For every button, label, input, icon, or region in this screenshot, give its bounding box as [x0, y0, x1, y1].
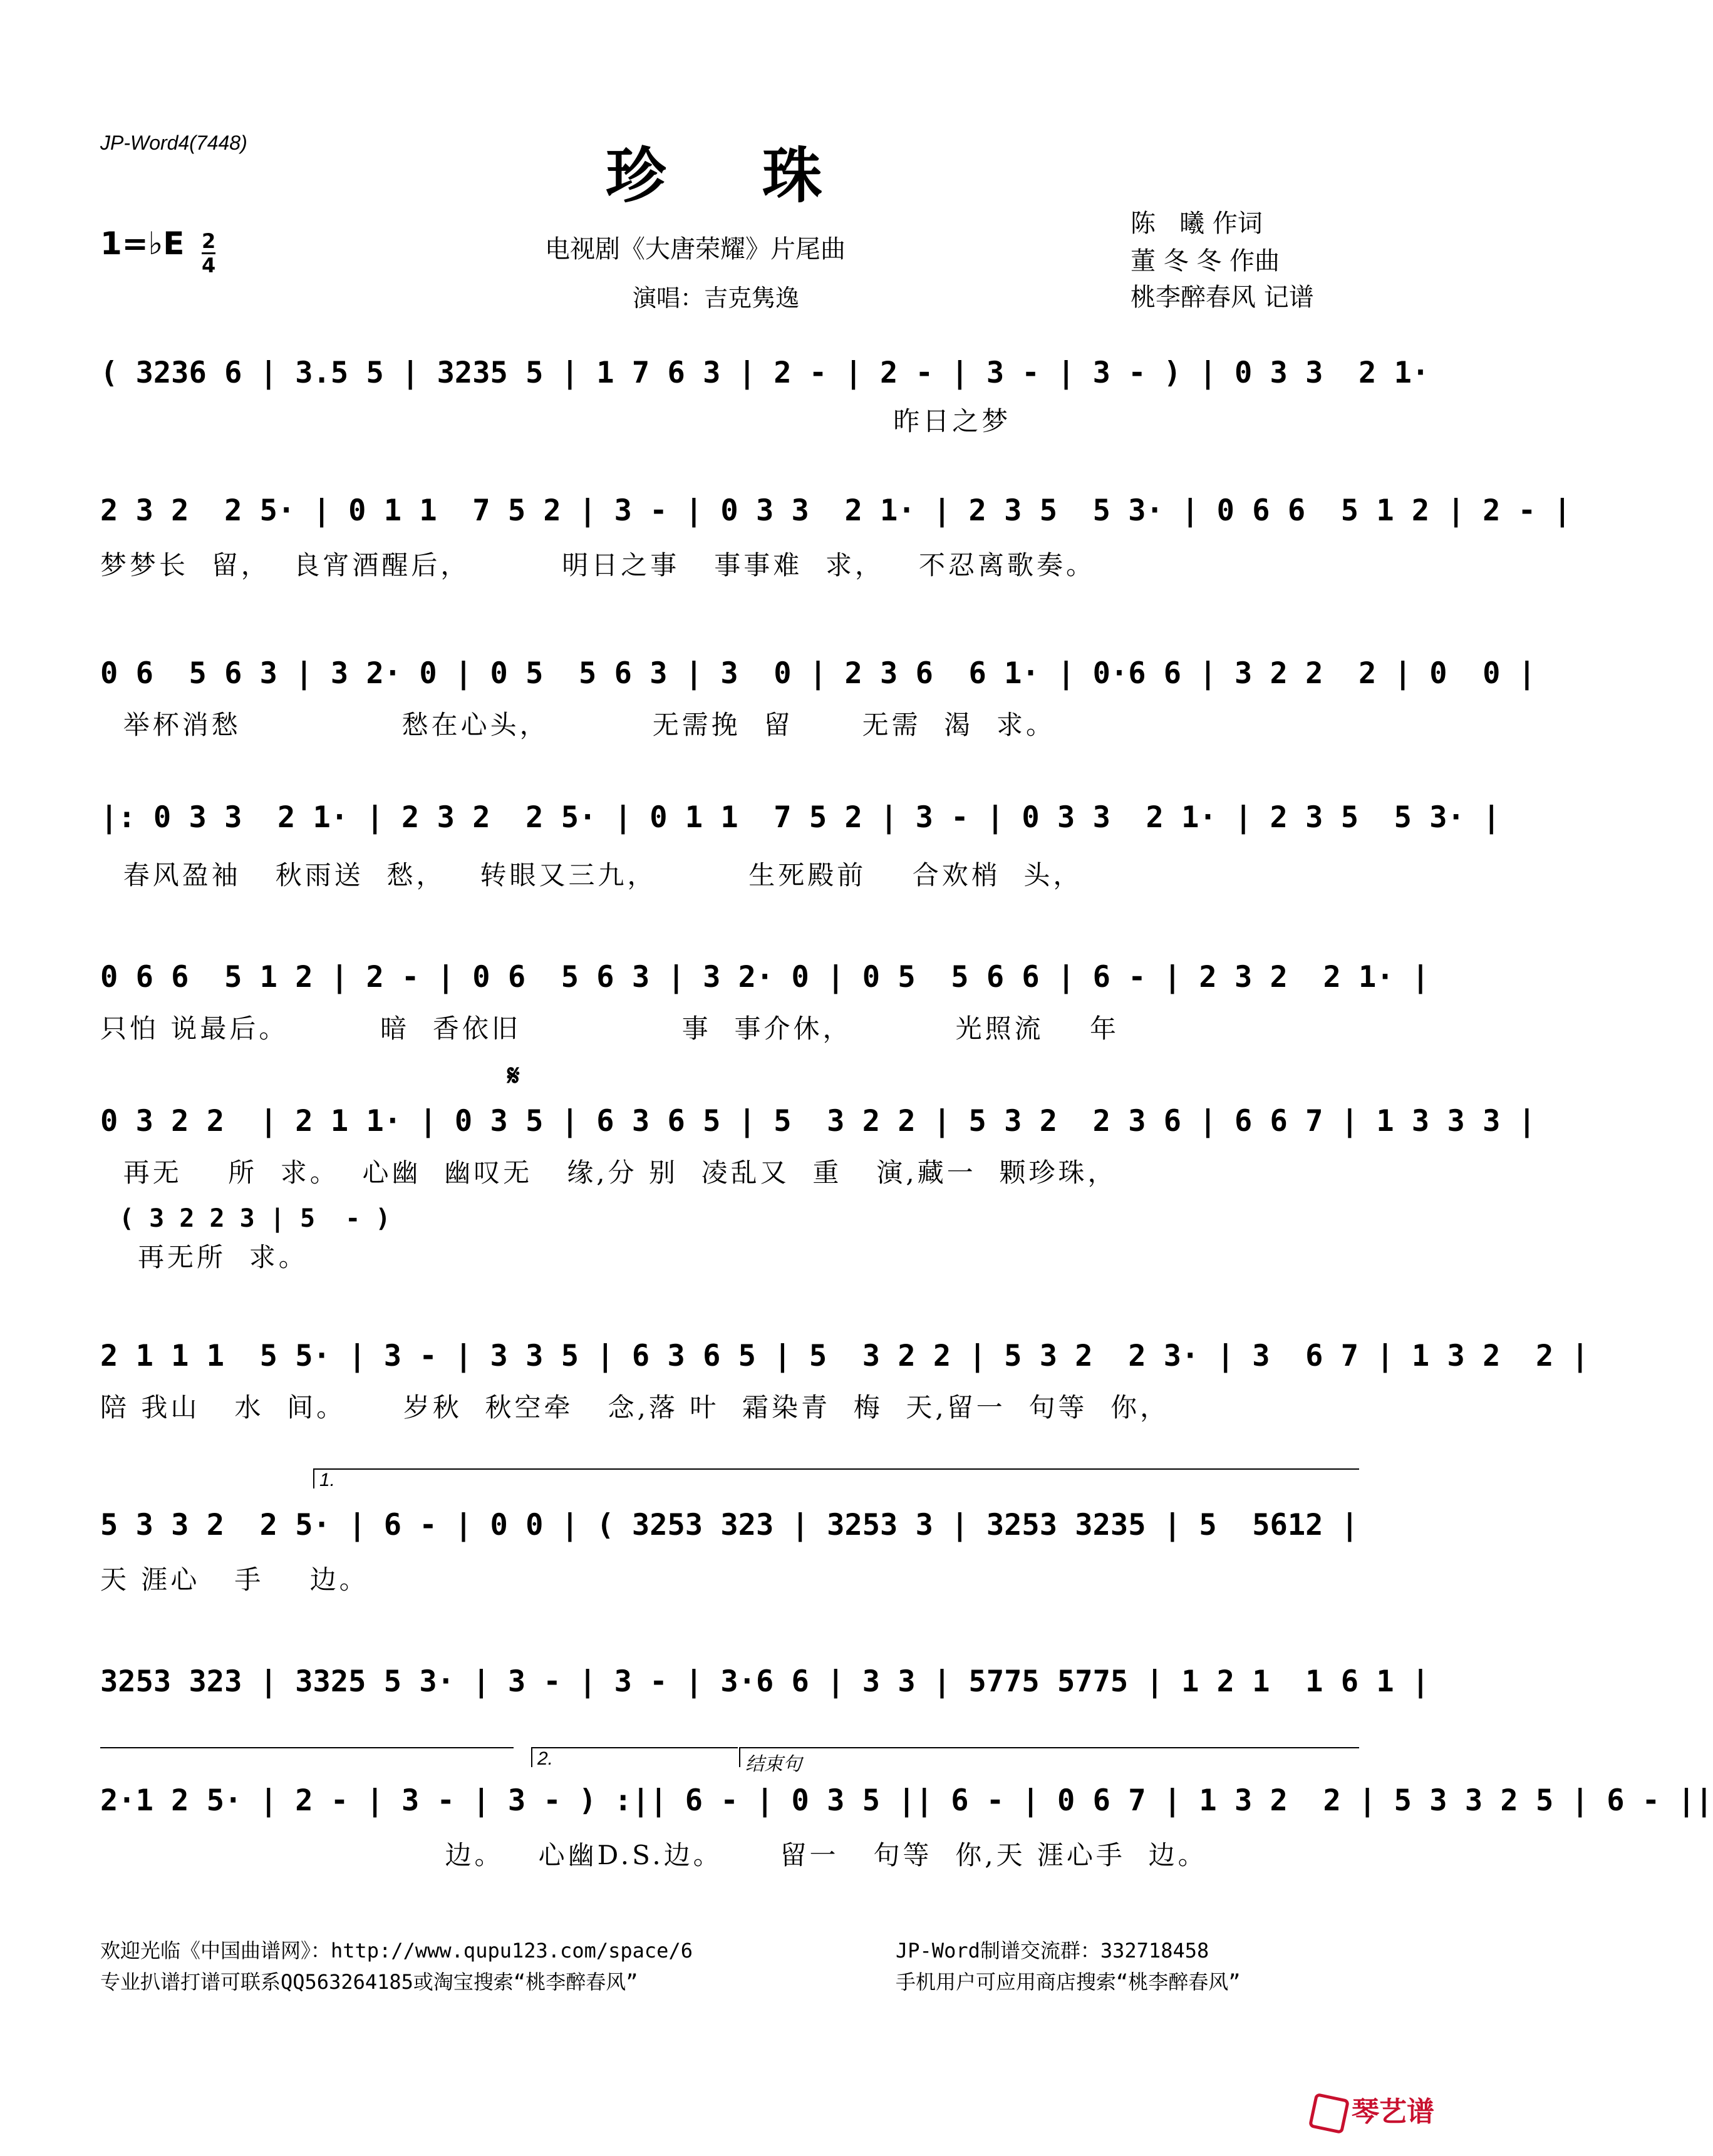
notation-row-4: |: 0 3 3 2 1· | 2 3 2 2 5· | 0 1 1 7 5 2 | 3 - | 0 3 3 2 1· | 2 3 5 5 3· | [100, 800, 1501, 835]
notation-row-9: 3253 323 | 3325 5 3· | 3 - | 3 - | 3·6 6 | 3 3 | 5775 5775 | 1 2 1 1 6 1 | [100, 1664, 1430, 1699]
footer-right-2: 手机用户可应用商店搜索“桃李醉春风” [896, 1970, 1241, 1994]
lyricist-credit: 陈 曦 作词 [1131, 209, 1263, 238]
notation-row-2: 2 3 2 2 5· | 0 1 1 7 5 2 | 3 - | 0 3 3 2 1· | 2 3 5 5 3· | 0 6 6 5 1 2 | 2 - | [100, 493, 1571, 528]
logo-text: 琴艺谱 [1352, 2096, 1434, 2128]
intro-alt-lyric: 再无所 求。 [138, 1242, 308, 1272]
lyric-row-5: 只怕 说最后。 暗 香依旧 事 事介休， 光照流 年 [100, 1013, 1120, 1044]
time-bottom: 4 [202, 254, 216, 277]
key-signature: 1=♭E [100, 225, 185, 262]
lyric-row-8: 天 涯心 手 边。 [100, 1564, 369, 1595]
footer-right-1: JP-Word制谱交流群：332718458 [896, 1939, 1209, 1963]
notation-row-1: ( 3236 6 | 3.5 5 | 3235 5 | 1 7 6 3 | 2 - | 2 - | 3 - | 3 - ) | 0 3 3 2 1· [100, 356, 1430, 390]
intro-alt-notes: ( 3 2 2 3 | 5 - ) [119, 1204, 391, 1233]
notation-row-8: 5 3 3 2 2 5· | 6 - | 0 0 | ( 3253 323 | 3253 3 | 3253 3235 | 5 5612 | [100, 1508, 1359, 1542]
lyric-row-10: 边。 心幽D.S.边。 留一 句等 你,天 涯心手 边。 [100, 1840, 1208, 1870]
notation-row-5: 0 6 6 5 1 2 | 2 - | 0 6 5 6 3 | 3 2· 0 | 0 5 5 6 6 | 6 - | 2 3 2 2 1· | [100, 960, 1430, 994]
lyric-row-1: 昨日之梦 [100, 406, 1012, 436]
notation-row-7: 2 1 1 1 5 5· | 3 - | 3 3 5 | 6 3 6 5 | 5 3 2 2 | 5 3 2 2 3· | 3 6 7 | 1 3 2 2 | [100, 1339, 1589, 1373]
time-signature [202, 230, 215, 276]
singer: 演唱：吉克隽逸 [633, 284, 800, 312]
repeat-bracket-line [100, 1747, 514, 1748]
time-top: 2 [202, 229, 216, 253]
notation-row-6: 0 3 2 2 | 2 1 1· | 0 3 5 | 6 3 6 5 | 5 3 2 2 | 5 3 2 2 3 6 | 6 6 7 | 1 3 3 3 | [100, 1104, 1536, 1138]
song-title: 珍 珠 [606, 141, 860, 211]
transcriber-credit: 桃李醉春风 记谱 [1131, 283, 1314, 312]
lyric-row-3: 举杯消愁 愁在心头， 无需挽 留 无需 渴 求。 [100, 709, 1055, 740]
site-logo [1312, 2089, 1434, 2131]
ending-label: 结束句 [739, 1747, 1359, 1767]
volta-2: 2. [531, 1747, 738, 1767]
subtitle: 电视剧《大唐荣耀》片尾曲 [545, 235, 846, 264]
lyric-row-6: 再无 所 求。 心幽 幽叹无 缘,分 别 凌乱又 重 演,藏一 颗珍珠， [100, 1157, 1117, 1188]
notation-row-3: 0 6 5 6 3 | 3 2· 0 | 0 5 5 6 3 | 3 0 | 2 3 6 6 1· | 0·6 6 | 3 2 2 2 | 0 0 | [100, 656, 1536, 691]
lyric-row-4: 春风盈袖 秋雨送 愁， 转眼又三九， 生死殿前 合欢梢 头， [100, 860, 1083, 890]
segno-sign: 𝄋 [507, 1058, 520, 1092]
logo-mark-icon [1308, 2093, 1350, 2134]
footer-left-2: 专业扒谱打谱可联系QQ563264185或淘宝搜索“桃李醉春风” [100, 1970, 638, 1994]
composer-credit: 董 冬 冬 作曲 [1131, 247, 1280, 276]
lyric-row-7: 陪 我山 水 间。 岁秋 秋空牵 念,落 叶 霜染青 梅 天,留一 句等 你， [100, 1392, 1170, 1423]
notation-row-10: 2·1 2 5· | 2 - | 3 - | 3 - ) :|| 6 - | 0 3 5 || 6 - | 0 6 7 | 1 3 2 2 | 5 3 3 2 5 | 6 - || [100, 1783, 1713, 1818]
footer-left-1: 欢迎光临《中国曲谱网》：http://www.qupu123.com/space/6 [100, 1939, 693, 1963]
volta-1: 1. [313, 1468, 1359, 1488]
software-label: JP-Word4(7448) [100, 132, 247, 154]
lyric-row-2: 梦梦长 留， 良宵酒醒后， 明日之事 事事难 求， 不忍离歌奏。 [100, 550, 1096, 580]
